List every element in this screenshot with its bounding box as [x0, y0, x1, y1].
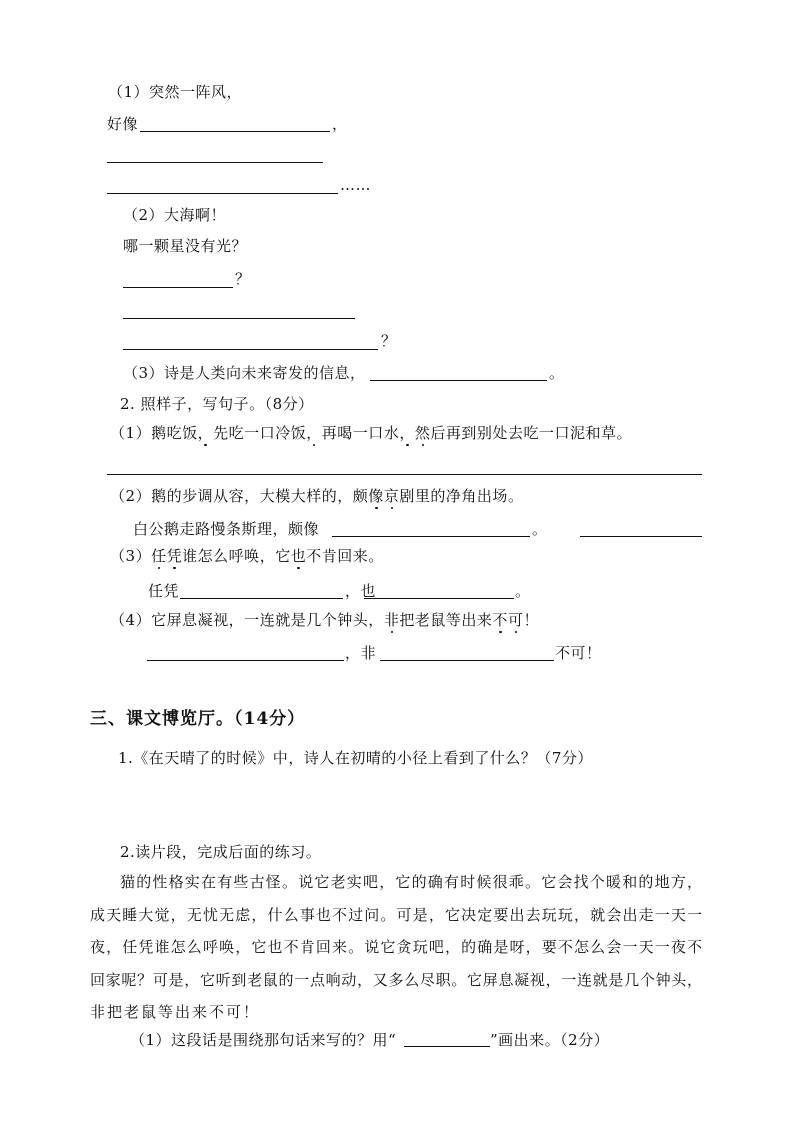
- part3-q1: 1.《在天晴了的时候》中，诗人在初晴的小径上看到了什么？（7分）: [118, 749, 593, 767]
- answer-blank[interactable]: [364, 598, 514, 599]
- emphasized-char: ，: [399, 424, 415, 442]
- period: 。: [549, 364, 565, 382]
- emphasized-char: 凭: [166, 547, 183, 565]
- answer-blank[interactable]: [180, 598, 343, 599]
- answer-blank[interactable]: [140, 131, 330, 132]
- passage-line: 回家呢？可是，它听到老鼠的一点响动，又多么尽职。它屏息凝视，一连就是几个钟头，: [90, 971, 702, 989]
- imitate-title: 2. 照样子，写句子。（8分）: [120, 395, 314, 413]
- answer-blank[interactable]: [107, 474, 702, 475]
- passage-line: 成天睡大觉，无忧无虑，什么事也不过问。可是，它决定要出去玩玩，就会出走一天一: [90, 906, 702, 924]
- comma: ，: [332, 115, 348, 133]
- sentence-2: （2）鹅的步调从容，大模大样的，颇像京剧里的净角出场。: [110, 487, 524, 505]
- part3-q2: 2.读片段，完成后面的练习。: [120, 843, 322, 861]
- emphasized-char: 任: [151, 547, 167, 565]
- passage-line: 非把老鼠等出来不可！: [90, 1003, 261, 1021]
- sentence-4-fill-b: 不可！: [555, 644, 602, 662]
- section-heading: 三、课文博览厅。（14分）: [90, 709, 306, 729]
- sentence-3: （3）任凭谁怎么呼唤，它也不肯回来。: [110, 547, 384, 565]
- answer-blank[interactable]: [147, 660, 344, 661]
- passage-line: 夜，任凭谁怎么呼唤，它也不肯回来。说它贪玩吧，的确是呀，要不怎么会一天一夜不: [90, 938, 702, 956]
- emphasized-char: ，: [197, 424, 214, 442]
- emphasized-char: 非: [383, 611, 400, 629]
- q1-prefix: 好像: [107, 115, 139, 133]
- sentence-4: （4）它屏息凝视，一连就是几个钟头，非把老鼠等出来不可！: [110, 611, 539, 629]
- period: 。: [532, 520, 548, 538]
- q2-line1: （2）大海啊！: [123, 206, 227, 224]
- ellipsis: ……: [340, 176, 371, 194]
- answer-blank[interactable]: [380, 660, 554, 661]
- sub-question-1a: （1）这段话是围绕那句话来写的？用“: [130, 1031, 397, 1049]
- answer-blank[interactable]: [123, 349, 378, 350]
- q1-line1: （1）突然一阵风，: [108, 83, 243, 101]
- period: 。: [515, 582, 531, 600]
- emphasized-char: 也: [290, 547, 307, 565]
- passage-line: 猫的性格实在有些古怪。说它老实吧，它的确有时候很乖。它会找个暖和的地方，: [120, 873, 702, 891]
- emphasized-char: 可: [507, 611, 524, 629]
- sub-question-1b: ”画出来。（2分）: [490, 1031, 610, 1049]
- answer-blank[interactable]: [123, 318, 355, 319]
- emphasized-char: 然: [414, 424, 431, 442]
- answer-blank[interactable]: [332, 536, 530, 537]
- question-mark: ？: [235, 270, 251, 288]
- answer-blank[interactable]: [580, 536, 702, 537]
- sentence-2-fill: 白公鹅走路慢条斯理，颇像: [133, 520, 320, 538]
- q3-text: （3）诗是人类向未来寄发的信息，: [123, 364, 366, 382]
- answer-blank[interactable]: [123, 287, 233, 288]
- sentence-1: （1）鹅吃饭，先吃一口冷饭，再喝一口水，然后再到别处去吃一口泥和草。: [110, 424, 633, 442]
- answer-blank[interactable]: [370, 380, 547, 381]
- sentence-3-fill-b: ，也: [345, 582, 377, 600]
- emphasized-char: ，: [306, 424, 322, 442]
- answer-blank[interactable]: [107, 162, 323, 163]
- answer-blank[interactable]: [107, 193, 338, 194]
- sentence-3-fill-a: 任凭: [148, 582, 180, 600]
- emphasized-char: 不: [492, 611, 508, 629]
- emphasized-char: 像: [368, 487, 384, 505]
- question-mark: ？: [381, 332, 397, 350]
- q2-line2: 哪一颗星没有光？: [123, 237, 248, 255]
- sentence-4-fill-a: ，非: [345, 644, 377, 662]
- emphasized-char: 京: [383, 487, 400, 505]
- answer-blank[interactable]: [404, 1046, 490, 1047]
